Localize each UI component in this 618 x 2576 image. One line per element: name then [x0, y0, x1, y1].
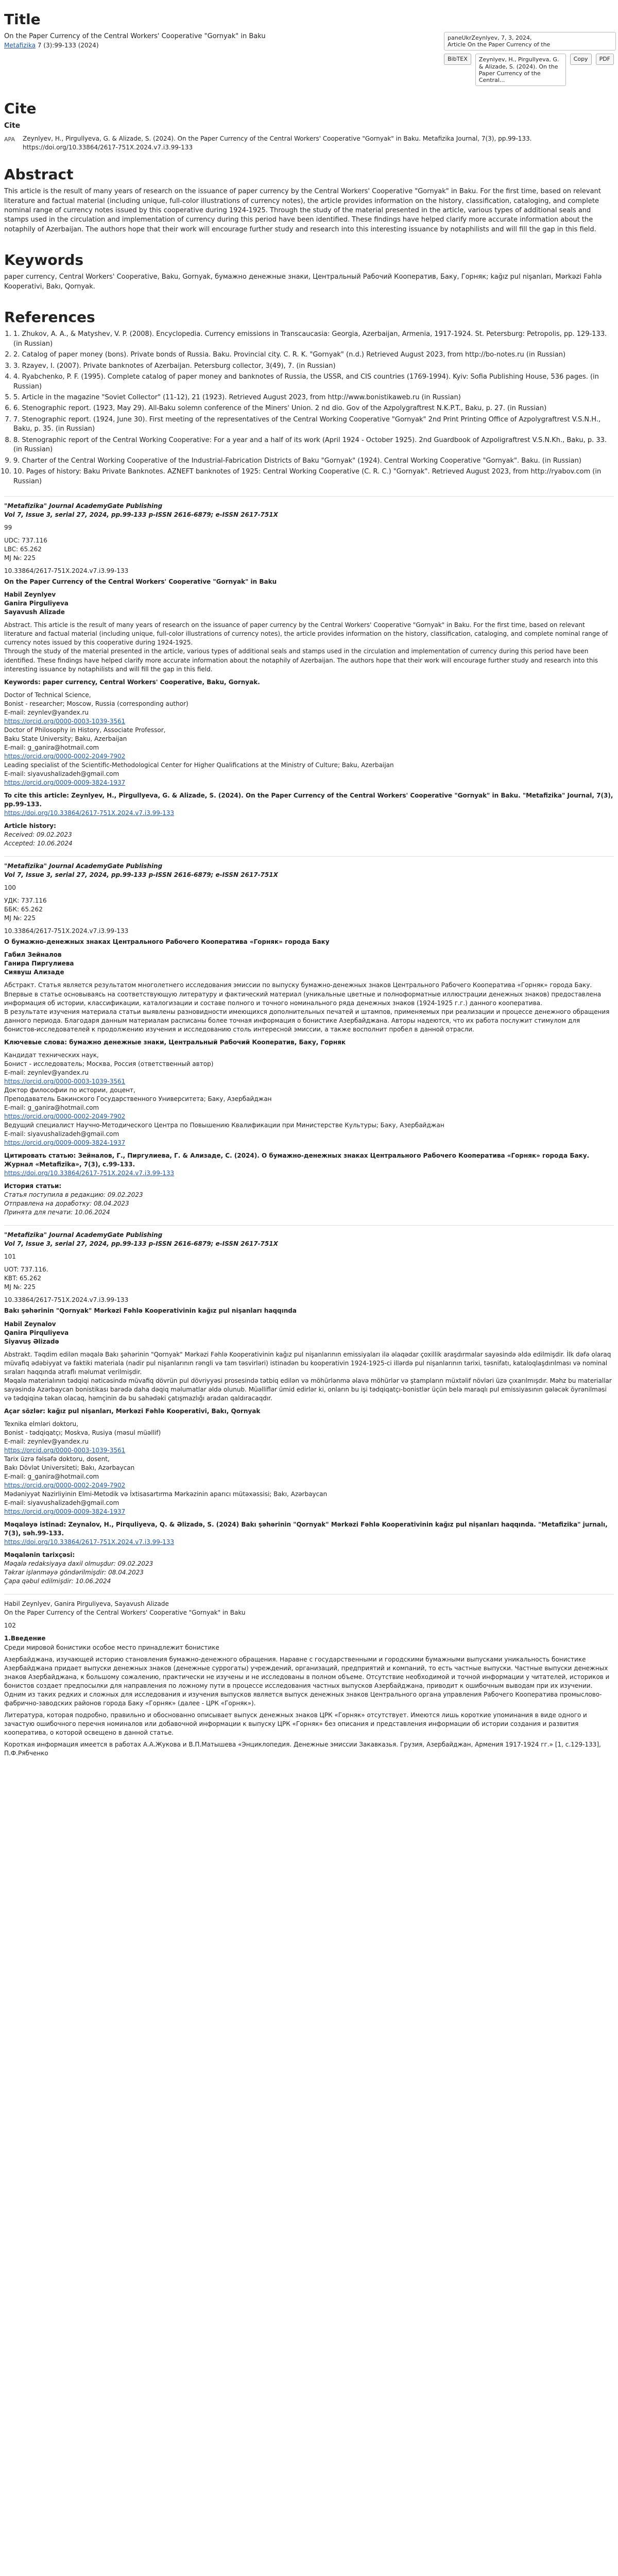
copy-button[interactable]: Copy — [570, 54, 592, 65]
divider — [4, 1594, 614, 1595]
author-info-line: E-mail: g_ganira@hotmail.com — [4, 1473, 99, 1480]
reference-item: 8. 8. Stenographic report of the Central Working Cooperative: For a year and a half of its work (April 1924 - October 1925). 2nd Guardbook of Azpoligraftrest V.S.N.Kh., Baku, p. 33. (in Russian) — [13, 436, 614, 455]
article-history-az: Məqalənin tarixçəsi: — [4, 1551, 75, 1559]
authors-ru — [4, 951, 614, 977]
intro-heading: 1.Введение — [4, 1635, 46, 1642]
lbc-az: KBT: 65.262 — [4, 1275, 41, 1282]
author-info-en — [4, 691, 614, 787]
citation-snippet-text-3: Zeynlyev, H., Pirgullyeva, G. & Alizade, S. (2024). On the Paper Currency of the Central... — [478, 56, 559, 83]
cite-subheading: Cite — [4, 122, 21, 130]
orcid-link[interactable]: https://orcid.org/0000-0002-2049-7902 — [4, 1482, 126, 1489]
title-left — [4, 32, 439, 50]
mj-ru: MJ №: 225 — [4, 914, 36, 922]
body-paragraph: Литература, которая подробно, правильно и обоснованно описывает выпуск денежных знаков ЦРК «Горняк» отсутствует. Имеются лишь короткие упоминания в виде одного и зачастую ошибочного перечня номиналов или добавочной информации к выпуску ЦРК «Горняк» без описания и представления информации об истории создания и развития кооператива, о которой освещено в данной статье. — [4, 1711, 587, 1736]
author-name: Ganira Pirguliyeva — [4, 600, 68, 607]
doi-az: 10.33864/2617-751X.2024.v7.i3.99-133 — [4, 1296, 129, 1304]
title-row — [4, 32, 614, 86]
divider — [4, 856, 614, 857]
body-paragraph: Среди мировой бонистики особое место принадлежит бонистике — [4, 1643, 219, 1651]
orcid-link[interactable]: https://orcid.org/0009-0009-3824-1937 — [4, 1139, 126, 1146]
cite-doi-ru[interactable]: https://doi.org/10.33864/2617-751X.2024.v7.i3.99-133 — [4, 1170, 175, 1177]
author-info-line: Texnika elmləri doktoru, — [4, 1420, 78, 1428]
body-title: On the Paper Currency of the Central Workers' Cooperative "Gornyak" in Baku — [4, 1609, 246, 1617]
keywords-text: paper currency, Central Workers' Cooperative, Baku, Gornyak, бумажно денежные знаки, Центральный Рабочий Кооператив, Баку, Горняк; kağız pul nişanları, Mərkəzi Fəhlə Kooperativi, Bakı, Qornyak. — [4, 273, 602, 291]
abstract-text: This article is the result of many years of research on the issuance of paper currency by the Central Workers' Cooperative "Gornyak" in Baku. For the first time, based on relevant literature and factual material (including unique, full-color illustrations of currency notes), the article provides information on the history, classification, cataloging, and complete nominal range of currency notes issued by this cooperative during 1924-1925. Through the study of the material presented in the article, various types of additional seals and stamps used in the circulation and implementation of currency during this period have been identified. These findings have helped clarify more accurate information about the notaphily of Azerbaijan. The authors hope that their work will encourage further study and research into this interesting issuance by notaphilists and will fill the gap in this field. — [4, 188, 601, 233]
accepted-en: Accepted: 10.06.2024 — [4, 840, 73, 848]
abstract-ru-1: Абстракт. Статья является результатом многолетнего исследования эмиссии по выпуску бумажно-денежных знаков Центрального Рабочего Кооператива «Горняк» города Баку. Впервые в статье основываясь на соответствующую литературу и фактический материал (уникальные цветные и полноформатные иллюстрации денежных знаков) предоставлена информация об истории, классификации, каталогизации и составе полного и точного номинального ряда денежных знаков (1924-1925 г.г.) данного кооператива. — [4, 981, 602, 1007]
abstract-az-2: Məqalə materialının tədqiqi nəticəsində müvafiq dövrün pul dövriyyəsi prosesində tətbiq edilən və möhürlənmə əlavə möhürlər və ştampların müxtəlif növləri üzə çıxarılmışdır. Məhz bu materiallar sayəsində Azərbaycan bonistikası barədə daha dəqiq məlumatlar əldə olunub. Müəlliflər ümid edirlər ki, onların bu işi tədqiqatçı-bonistlər üçün belə maraqlı pul emissiyasının gələcək öyrənilməsi və tədqiqinə təkan olacaq, həmçinin də bu sahədəki çatışmazlığı aradan qaldıracaqdır. — [4, 1377, 612, 1402]
author-info-line: Бонист - исследователь; Москва, Россия (ответственный автор) — [4, 1060, 214, 1067]
title-right-panel — [444, 32, 614, 86]
author-info-line: E-mail: siyavushalizadeh@gmail.com — [4, 1130, 119, 1138]
udc-en: UDC: 737.116 — [4, 537, 47, 545]
citation-snippet-1[interactable] — [444, 32, 616, 50]
author-info-line: E-mail: zeynlev@yandex.ru — [4, 708, 89, 716]
article-history-ru: История статьи: — [4, 1182, 62, 1190]
keywords-heading: Keywords — [4, 251, 84, 269]
abstract-en-1: Abstract. This article is the result of many years of research on the issuance of paper currency by the Central Workers' Cooperative "Gornyak" in Baku. For the first time, based on relevant literature and factual material (including unique, full-color illustrations of currency notes), the article provides information on the history, classification, cataloging, and complete nominal range of currency notes issued by this cooperative during 1924-1925. — [4, 621, 608, 647]
vol-issue-ru: Vol 7, Issue 3, serial 27, 2024, pp.99-133 p-ISSN 2616-6879; e-ISSN 2617-751X — [4, 871, 278, 879]
vol-issue-en: Vol 7, Issue 3, serial 27, 2024, pp.99-133 p-ISSN 2616-6879; e-ISSN 2617-751X — [4, 511, 278, 519]
body-paragraph: Азербайджана, изучающей историю становления бумажно-денежного обращения. Наравне с государственными и городскими бумажными выпусками уникальность бонистике Азербайджана придает выпуски денежных знаков (денежные суррогаты) учреждений, организаций, предприятий и компаний, то есть частные выпуски. Частные выпуски денежных знаков Азербайджана, к большому сожалению, практически не изучены и не исследованы в полном объеме. Отсутствие необходимой и точной информации у читателей, историков и бонистов создает предпосылки для направления по ложному пути в процессе исследования частных выпусков Азербайджана, приводит к ошибочным выводам при их изучении. Одним из таких редких и сложных для исследования и изучения выпусков является выпуск денежных знаков Центрального органа управления Рабочего Кооператива промыслово-фабрично-заводских районов города Баку «Горняк» (далее - ЦРК «Горняк»). — [4, 1655, 610, 1707]
cite-article-en: To cite this article: Zeynlyev, H., Pirgullyeva, G. & Alizade, S. (2024). On the Paper Currency of the Central Workers' Cooperative "Gornyak" in Baku. "Metafizika" Journal, 7(3), pp.99-133. — [4, 791, 613, 808]
reference-item: 10. 10. Pages of history: Baku Private Banknotes. AZNEFT banknotes of 1925: Central Working Cooperative (C. R. C.) "Gornyak". Retrieved August 2023, from http://ryabov.com (in Russian) — [13, 467, 614, 486]
accepted-az: Təkrar işlənməyə göndərilmişdir: 08.04.2023 — [4, 1569, 144, 1577]
orcid-link[interactable]: https://orcid.org/0000-0002-2049-7902 — [4, 752, 126, 760]
author-info-line: Tarix üzrə fəlsəfə doktoru, dosent, — [4, 1455, 110, 1463]
keywords-en: Keywords: paper currency, Central Workers' Cooperative, Baku, Gornyak. — [4, 678, 260, 686]
russian-article-block — [4, 862, 614, 1220]
received-en: Received: 09.02.2023 — [4, 831, 72, 839]
accepted-ru: Отправлена на доработку: 08.04.2023 — [4, 1200, 129, 1208]
keywords-az: Açar sözlər: kağız pul nişanları, Mərkəzi Fəhlə Kooperativi, Bakı, Qornyak — [4, 1407, 261, 1415]
page-number-az: 101 — [4, 1253, 16, 1261]
apa-citation[interactable]: Zeynlyev, H., Pirgullyeva, G. & Alizade, S. (2024). On the Paper Currency of the Central Workers' Cooperative "Gornyak" in Baku. Metafizika Journal, 7(3), pp.99-133. https://doi.org/10.33864/2617-751X.2024.v7.i3.99-133 — [23, 135, 532, 151]
author-info-line: E-mail: g_ganira@hotmail.com — [4, 1104, 99, 1111]
content-wrap — [4, 0, 614, 1764]
abstract-az-1: Abstrakt. Təqdim edilən məqalə Bakı şəhərinin "Qornyak" Mərkəzi Fəhlə Kooperativinin kağız pul nişanlarının emissiyaları ilə əlaqədar çoxillik araşdırmalar sayəsində əldə edilmişdir. İlk dəfə olaraq müvafiq ədəbiyyat və faktiki materiala (nadir pul nişanlarının rəngli və tam təsvirləri) istinadən bu kooperativin 1924-1925-ci illərdə pul nişanlarının tarixi, təsnifatı, kataloqlaşdırılması və nominal sıraları haqqında ətraflı məlumat verilmişdir. — [4, 1350, 611, 1376]
references-section — [4, 309, 614, 491]
bibtex-button[interactable]: BibTEX — [444, 54, 471, 65]
journal-head-en: "Metafizika" Journal AcademyGate Publishing — [4, 502, 163, 510]
doi-en: 10.33864/2617-751X.2024.v7.i3.99-133 — [4, 567, 129, 575]
journal-link[interactable]: Metafizika — [4, 42, 36, 49]
article-title-ru: О бумажно-денежных знаках Центрального Рабочего Кооператива «Горняк» города Баку — [4, 938, 330, 946]
reference-item: 4. 4. Ryabchenko, P. F. (1995). Complete catalog of paper money and banknotes of Russia, the USSR, and CIS countries (1769-1994). Kyiv: Sofia Publishing House, 536 pages. (in Russian) — [13, 372, 614, 392]
abstract-section — [4, 166, 614, 241]
article-title: On the Paper Currency of the Central Workers' Cooperative "Gornyak" in Baku — [4, 32, 266, 40]
journal-head-ru: "Metafizika" Journal AcademyGate Publishing — [4, 862, 163, 870]
author-info-line: Doctor of Technical Science, — [4, 691, 91, 699]
references-heading: References — [4, 309, 95, 326]
reference-item: 5. 5. Article in the magazine "Soviet Collector" (11-12), 21 (1923). Retrieved August 2023, from http://www.bonistikaweb.ru (in Russian) — [13, 393, 614, 402]
udc-ru: УДК: 737.116 — [4, 897, 47, 905]
orcid-link[interactable]: https://orcid.org/0009-0009-3824-1937 — [4, 778, 126, 786]
author-name: Siyavuş Əlizadə — [4, 1337, 59, 1345]
author-info-line: Кандидат технических наук, — [4, 1051, 99, 1059]
author-info-line: E-mail: siyavushalizadeh@gmail.com — [4, 1499, 119, 1507]
body-byline: Habil Zeynlyev, Ganira Pirguliyeva, Sayavush Alizade — [4, 1600, 169, 1608]
lbc-en: LBC: 65.262 — [4, 546, 42, 553]
author-info-az — [4, 1420, 614, 1516]
citation-snippet-2[interactable] — [475, 54, 566, 86]
reference-item: 9. 9. Charter of the Central Working Cooperative of the Industrial-Fabrication Districts of Baku "Gornyak" (1924). Central Working Cooperative "Gornyak". Baku. (in Russian) — [13, 456, 614, 466]
author-info-line: E-mail: g_ganira@hotmail.com — [4, 743, 99, 751]
abstract-en-2: Through the study of the material presented in the article, various types of additional seals and stamps used in the circulation and implementation of currency during this period have been identified. These findings have helped clarify more accurate information about the notaphily of Azerbaijan. The authors hope that their work will encourage further study and research into this interesting issuance by notaphilists and will fill the gap in this field. — [4, 648, 598, 673]
english-article-block — [4, 502, 614, 851]
received-ru: Статья поступила в редакцию: 09.02.2023 — [4, 1191, 143, 1199]
cite-heading: Cite — [4, 100, 37, 117]
reference-item: 2. 2. Catalog of paper money (bons). Private bonds of Russia. Baku. Provincial city. C. R. K. "Gornyak" (n.d.) Retrieved August 2023, from http://bo-notes.ru (in Russian) — [13, 350, 614, 360]
abstract-ru-2: В результате изучения материала статьи выявлены разновидности имеющихся дополнительных печатей и штампов, применяемых при реализации и процессе денежного обращения данного периода. Благодаря данным материалам расписаны более точная информация о бонистике Азербайджана. Авторы надеются, что их работа послужит стимулом для бонистов-исследователей к продолжению изучения и исследованию столь интересной эмиссии, а также восполнит пробел в данной отрасли. — [4, 1008, 610, 1033]
article-title-az: Bakı şəhərinin "Qornyak" Mərkəzi Fəhlə Kooperativinin kağız pul nişanları haqqında — [4, 1307, 297, 1315]
journal-inline — [4, 41, 439, 50]
author-name: Habil Zeynalov — [4, 1320, 56, 1328]
title-section — [4, 11, 614, 89]
author-info-line: Ведущий специалист Научно-Методического Центра по Повышению Квалификации при Министерстве Культуры; Баку, Азербайджан — [4, 1121, 444, 1129]
body-page-number: 102 — [4, 1622, 16, 1630]
orcid-link[interactable]: https://orcid.org/0009-0009-3824-1937 — [4, 1508, 126, 1516]
author-info-line: Bakı Dövlət Universiteti; Bakı, Azərbaycan — [4, 1464, 135, 1471]
author-name: Габил Зейналов — [4, 951, 62, 959]
cite-section — [4, 100, 614, 155]
cite-doi-en[interactable]: https://doi.org/10.33864/2617-751X.2024.v7.i3.99-133 — [4, 809, 175, 817]
author-info-line: Baku State University; Baku, Azerbaijan — [4, 735, 127, 742]
cite-article-az: Məqaləyə istinad: Zeynalov, H., Pirquliyeva, Q. & Əlizadə, S. (2024) Bakı şəhərinin "Qornyak" Mərkəzi Fəhlə Kooperativinin kağız pul nişanları haqqında. "Metafizika" jurnalı, 7(3), səh.99-133. — [4, 1521, 608, 1537]
author-name: Ганира Пиргулиева — [4, 960, 74, 968]
references-list — [4, 330, 614, 486]
volume-issue-range: 7 (3):99-133 (2024) — [37, 42, 99, 49]
citation-snippet-text-2: Article On the Paper Currency of the — [448, 41, 551, 48]
article-title-en: On the Paper Currency of the Central Workers' Cooperative "Gornyak" in Baku — [4, 578, 277, 586]
orcid-link[interactable]: https://orcid.org/0000-0003-1039-3561 — [4, 717, 126, 725]
author-info-line: E-mail: zeynlev@yandex.ru — [4, 1069, 89, 1076]
body-section — [4, 1600, 614, 1764]
lbc-ru: ББК: 65.262 — [4, 906, 43, 913]
author-info-line: Bonist - researcher; Moscow, Russia (corresponding author) — [4, 700, 188, 707]
keywords-section — [4, 252, 614, 298]
citation-snippet-2-row — [444, 54, 614, 86]
accepted-az-2: Çapa qəbul edilmişdir: 10.06.2024 — [4, 1578, 111, 1585]
author-name: Qanira Pirquliyeva — [4, 1329, 69, 1336]
cite-doi-az[interactable]: https://doi.org/10.33864/2617-751X.2024.v7.i3.99-133 — [4, 1538, 175, 1546]
author-name: Sayavush Alizade — [4, 608, 65, 616]
authors-az — [4, 1320, 614, 1346]
pdf-button[interactable]: PDF — [596, 54, 614, 65]
author-info-line: Doctor of Philosophy in History, Associate Professor, — [4, 726, 166, 734]
cite-article-ru: Цитировать статью: Зейналов, Г., Пиргулиева, Г. & Ализаде, С. (2024). О бумажно-денежных знаках Центрального Рабочего Кооператива «Горняк» города Баку. Журнал «Metafizika», 7(3), c.99-133. — [4, 1152, 590, 1168]
apa-citation-row — [4, 134, 614, 152]
author-info-line: E-mail: zeynlev@yandex.ru — [4, 1437, 89, 1445]
reference-item: 3. 3. Rzayev, I. (2007). Private banknotes of Azerbaijan. Petersburg collector, 3(49), 7. (in Russian) — [13, 362, 614, 371]
azerbaijani-article-block — [4, 1231, 614, 1589]
authors-en — [4, 590, 614, 617]
reference-item: 1. 1. Zhukov, A. A., & Matyshev, V. P. (2008). Encyclopedia. Currency emissions in Transcaucasia: Georgia, Azerbaijan, Armenia, 1917-1924. St. Petersburg: Petropolis, pp. 129-133. (in Russian) — [13, 330, 614, 349]
reference-item: 6. 6. Stenographic report. (1923, May 29). All-Baku solemn conference of the Miners' Union. 2 nd dio. Gov of the Azpolygraftrest N.K.P.T., Baku, p. 27. (in Russian) — [13, 404, 614, 413]
reference-item: 7. 7. Stenographic report. (1924, June 30). First meeting of the representatives of the Central Working Cooperative "Gornyak" 2nd Print Printing Office of Azpolygraftrest V.S.N.H., Baku, p. 35. (in Russian) — [13, 415, 614, 434]
author-info-ru — [4, 1051, 614, 1147]
author-info-line: Leading specialist of the Scientific-Methodological Center for Higher Qualifications at the Ministry of Culture; Baku, Azerbaijan — [4, 761, 394, 769]
abstract-heading: Abstract — [4, 166, 74, 183]
page-title: Title — [4, 11, 41, 28]
orcid-link[interactable]: https://orcid.org/0000-0003-1039-3561 — [4, 1446, 126, 1454]
author-info-line: Преподаватель Бакинского Государственного Университета; Баку, Азербайджан — [4, 1095, 272, 1103]
mj-en: MJ №: 225 — [4, 554, 36, 562]
author-name: Habil Zeynlyev — [4, 591, 56, 599]
orcid-link[interactable]: https://orcid.org/0000-0002-2049-7902 — [4, 1112, 126, 1120]
vol-issue-az: Vol 7, Issue 3, serial 27, 2024, pp.99-133 p-ISSN 2616-6879; e-ISSN 2617-751X — [4, 1240, 278, 1248]
divider — [4, 1225, 614, 1226]
apa-label: APA — [4, 136, 15, 143]
citation-snippet-text-1: paneUkrZeynlyev, 7, 3, 2024, — [448, 35, 532, 41]
journal-head-az: "Metafizika" Journal AcademyGate Publishing — [4, 1231, 163, 1239]
page-number-ru: 100 — [4, 884, 16, 892]
page-number-en: 99 — [4, 524, 12, 532]
orcid-link[interactable]: https://orcid.org/0000-0003-1039-3561 — [4, 1077, 126, 1085]
doi-ru: 10.33864/2617-751X.2024.v7.i3.99-133 — [4, 927, 129, 935]
author-info-line: Mədəniyyət Nazirliyinin Elmi-Metodik və İxtisasartırma Mərkəzinin aparıcı mütəxəssisi; Bakı, Azərbaycan — [4, 1490, 328, 1498]
accepted-ru-2: Принята для печати: 10.06.2024 — [4, 1209, 110, 1216]
keywords-ru: Ключевые слова: бумажно денежные знаки, Центральный Рабочий Кооператив, Баку, Горняк — [4, 1038, 346, 1046]
udc-az: UOT: 737.116. — [4, 1266, 48, 1274]
author-info-line: Bonist - tədqiqatçı; Moskva, Rusiya (məsul müəllif) — [4, 1429, 161, 1436]
body-paragraph: Короткая информация имеется в работах А.А.Жукова и В.П.Матышева «Энциклопедия. Денежные эмиссии Закавказья. Грузия, Азербайджан, Армения 1917-1924 гг.» [1, с.129-133], П.Ф.Рябченко — [4, 1740, 601, 1757]
author-name: Сиявуш Ализаде — [4, 969, 64, 976]
mj-az: MJ №: 225 — [4, 1283, 36, 1291]
article-history-en: Article history: — [4, 822, 56, 830]
author-info-line: E-mail: siyavushalizadeh@gmail.com — [4, 770, 119, 777]
divider — [4, 496, 614, 497]
author-info-line: Доктор философии по истории, доцент, — [4, 1086, 135, 1094]
received-az: Məqalə redaksiyaya daxil olmuşdur: 09.02.2023 — [4, 1560, 153, 1568]
